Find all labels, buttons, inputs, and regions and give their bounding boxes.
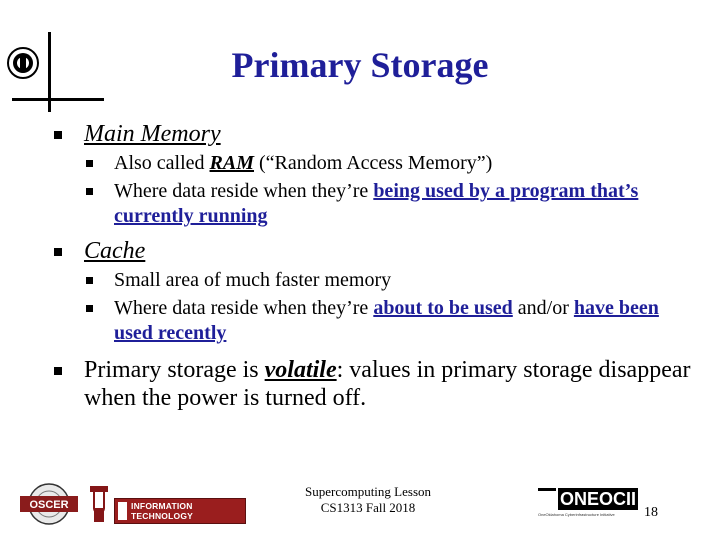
oscer-logo-text: OSCER — [29, 499, 69, 511]
sub-bullet-ram: Also called RAM (“Random Access Memory”) — [52, 151, 692, 176]
bullet-volatile: Primary storage is volatile: values in primary storage disappear when the power is turned off. — [52, 356, 692, 412]
it-mark-icon — [118, 502, 127, 520]
slide-content — [52, 112, 692, 412]
oneocii-bar-icon — [538, 488, 556, 491]
highlight-have-been-used: have been used recently — [114, 297, 659, 344]
bullet-heading: Main Memory — [84, 121, 221, 147]
square-bullet-icon — [86, 277, 93, 284]
ram-term: RAM — [209, 152, 254, 174]
footer-line2: CS1313 Fall 2018 — [320, 500, 416, 515]
bullet-cache — [52, 237, 692, 265]
page-number: 18 — [644, 505, 658, 520]
highlight-about-to-be-used: about to be used — [373, 297, 513, 319]
decorative-horizontal-line — [12, 98, 104, 101]
square-bullet-icon — [54, 367, 62, 375]
slide-title: Primary Storage — [231, 45, 489, 85]
bullet-main-memory — [52, 120, 692, 148]
square-bullet-icon — [86, 160, 93, 167]
information-technology-logo: INFORMATION TECHNOLOGY — [114, 498, 246, 524]
sub-bullet-about-to-be-used: Where data reside when they’re about to be used and/or have been used recently — [52, 296, 692, 346]
ou-logo-icon — [84, 482, 114, 526]
sub-bullet-small-area: Small area of much faster memory — [52, 268, 692, 293]
bullet-heading: Cache — [84, 238, 146, 264]
square-bullet-icon — [54, 131, 62, 139]
footer-line1: Supercomputing Lesson — [304, 484, 431, 499]
square-bullet-icon — [86, 188, 93, 195]
oscer-logo-icon — [16, 482, 82, 526]
square-bullet-icon — [86, 305, 93, 312]
oneocii-logo: ONEOCII OneOklahoma Cyberinfrastructure Initiative — [538, 489, 637, 517]
highlight-being-used: being used by a program that’s currently running — [114, 180, 639, 227]
square-bullet-icon — [54, 248, 62, 256]
volatile-term: volatile — [264, 357, 337, 383]
footer-course-info — [268, 484, 468, 516]
sub-bullet-being-used: Where data reside when they’re being used by a program that’s currently running — [52, 179, 692, 229]
